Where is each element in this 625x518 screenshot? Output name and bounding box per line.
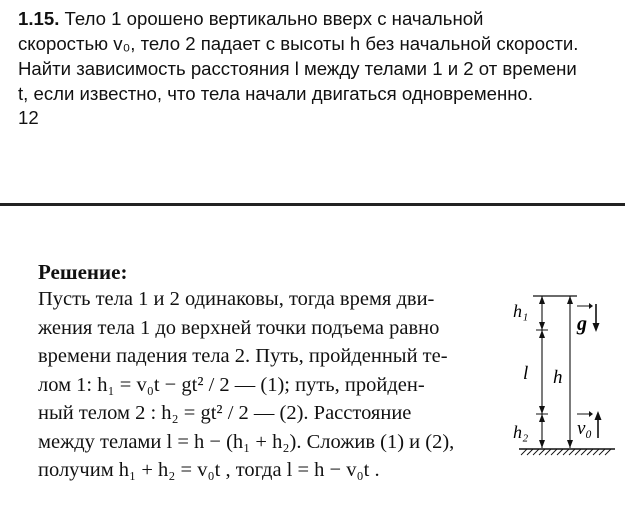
arrowhead-h1-bottom bbox=[539, 322, 545, 330]
problem-line-1: 1.15. Тело 1 орошено вертикально вверх с начальной bbox=[18, 8, 484, 29]
page-number: 12 bbox=[18, 107, 39, 128]
solution-line-7: получим h₁ + h₂ = v₀t , тогда l = h − v₀t . bbox=[38, 459, 380, 481]
arrowhead-top-left bbox=[539, 296, 545, 304]
solution-line-2: жения тела 1 до верхней точки подъема равно bbox=[38, 316, 440, 339]
label-h2: h₂ bbox=[513, 422, 529, 442]
label-h: h bbox=[553, 367, 563, 388]
g-vector-bar-head bbox=[589, 303, 593, 309]
arrowhead-l-bottom bbox=[539, 406, 545, 414]
arrowhead-bottom-left bbox=[539, 440, 545, 448]
solution-line-6: между телами l = h − (h₁ + h₂). Сложив (1) и (2), bbox=[38, 430, 455, 453]
solution-text bbox=[38, 285, 498, 485]
solution-line-3: времени падения тела 2. Путь, пройденный те- bbox=[38, 345, 448, 367]
arrowhead-top-right bbox=[567, 296, 573, 304]
arrowhead-bottom-right bbox=[567, 440, 573, 448]
solution-line-5: ный телом 2 : h₂ = gt² / 2 — (2). Расстояние bbox=[38, 402, 412, 424]
problem-line-2: скоростью v₀, тело 2 падает с высоты h без начальной скорости. bbox=[18, 33, 579, 54]
v0-arrow-icon bbox=[595, 411, 602, 420]
solution-title: Решение: bbox=[38, 260, 128, 284]
problem-number: 1.15. bbox=[18, 8, 60, 29]
label-l: l bbox=[523, 363, 529, 384]
v0-vector-bar-head bbox=[589, 411, 593, 417]
page-divider bbox=[0, 203, 625, 206]
g-arrow-icon bbox=[593, 323, 600, 332]
label-h1: h₁ bbox=[513, 301, 529, 321]
solution-line-1: Пусть тела 1 и 2 одинаковы, тогда время дви- bbox=[38, 288, 435, 310]
arrowhead-h2-top bbox=[539, 414, 545, 422]
problem-line-3: Найти зависимость расстояния l между телами 1 и 2 от времени bbox=[18, 58, 577, 79]
problem-line-4: t, если известно, что тела начали двигаться одновременно. bbox=[18, 83, 534, 104]
ground-hatching bbox=[521, 449, 611, 455]
arrowhead-l-top bbox=[539, 330, 545, 338]
problem-statement bbox=[18, 6, 616, 106]
label-v0: v₀ bbox=[577, 418, 593, 439]
solution-line-4: лом 1: h₁ = v₀t − gt² / 2 — (1); путь, пройден- bbox=[38, 373, 425, 396]
motion-diagram bbox=[505, 286, 620, 464]
label-g: g bbox=[577, 313, 587, 335]
